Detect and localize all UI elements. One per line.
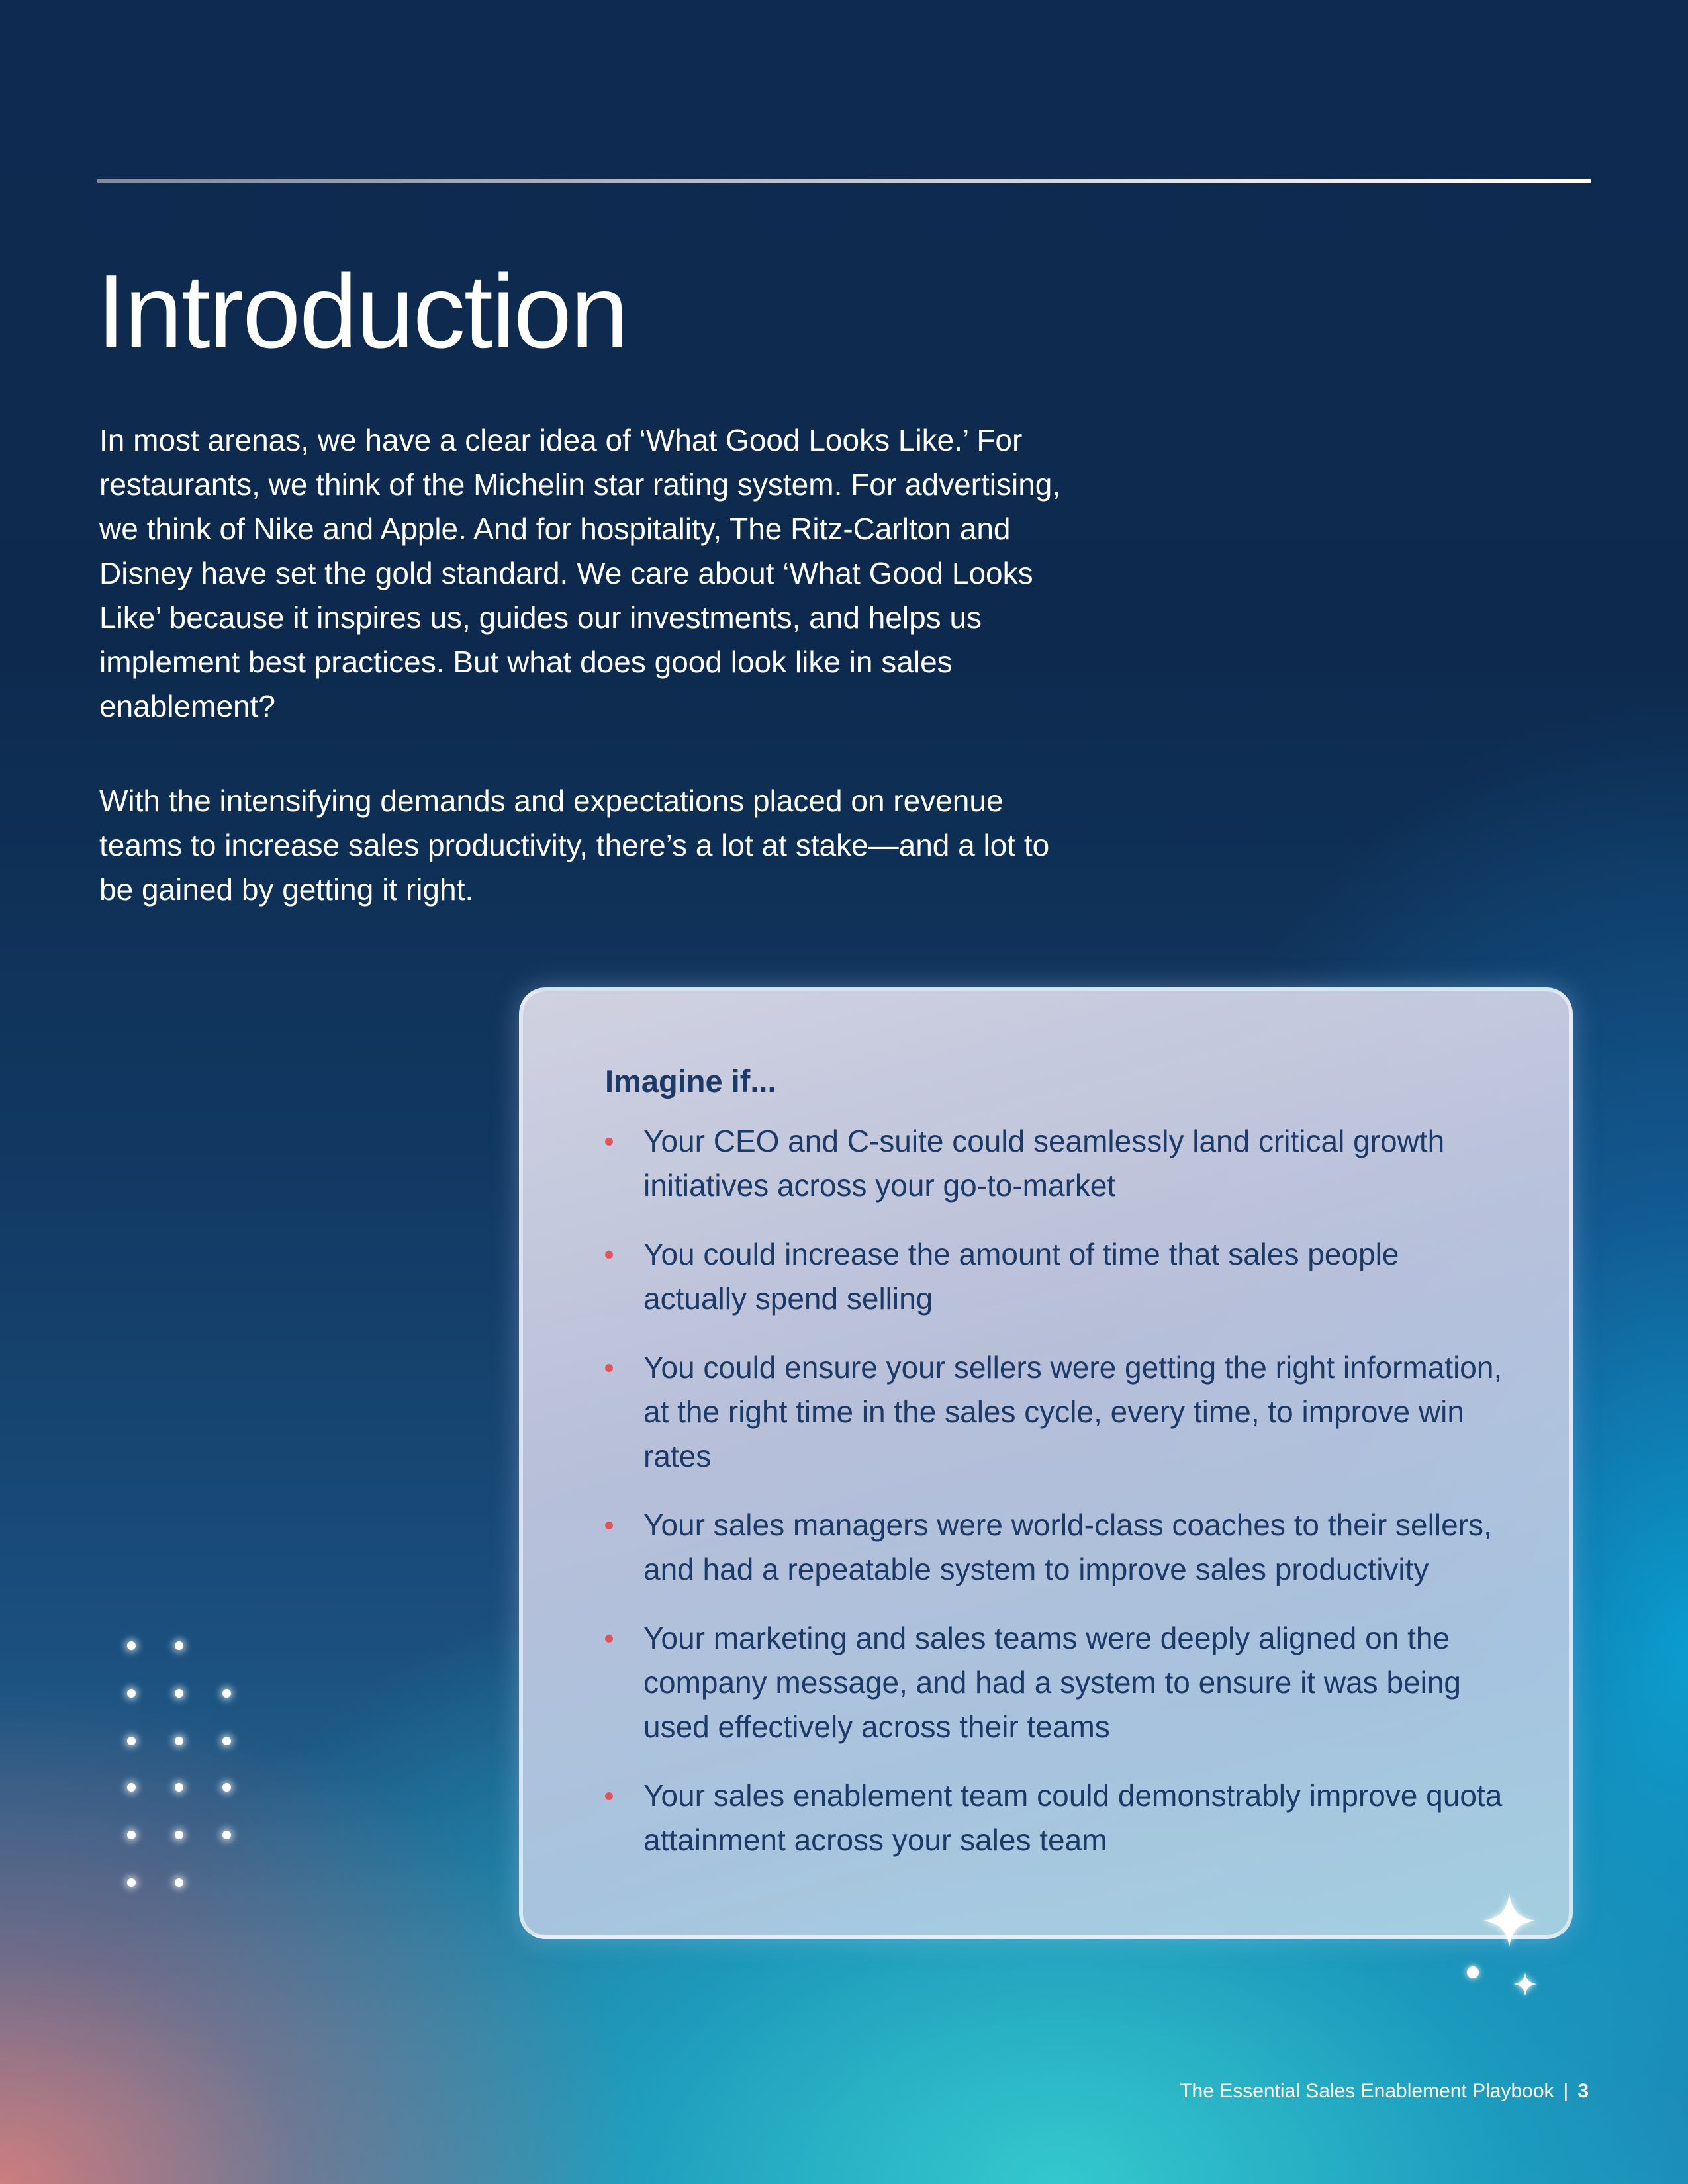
dot-grid-icon (119, 1633, 252, 1898)
list-item-text: Your marketing and sales teams were deeply aligned on the company message, and had a system to ensure it was being used effectively across their teams (643, 1621, 1462, 1744)
page-footer (1180, 2078, 1589, 2105)
sparkle-dot (1467, 1966, 1479, 1978)
list-item (605, 1119, 1509, 1208)
dot (127, 1783, 136, 1792)
dot (175, 1878, 183, 1887)
intro-paragraph-1: In most arenas, we have a clear idea of ‘What Good Looks Like.’ For restaurants, we think of the Michelin star rating system. For advertising, we think of Nike and Apple. And for hospitality, The Ritz-Carlton and Disney have set the gold standard. We care about ‘What Good Looks Like’ because it inspires us, guides our investments, and helps us implement best practices. But what does good look like in sales enablement? (99, 423, 1061, 723)
intro-paragraph-2: With the intensifying demands and expectations placed on revenue teams to increase sales productivity, there’s a lot at stake—and a lot to be gained by getting it right. (99, 784, 1050, 907)
list-item-text: Your sales managers were world-class coaches to their sellers, and had a repeatable system to improve sales productivity (643, 1508, 1492, 1586)
bullet-icon (605, 1522, 613, 1529)
imagine-if-callout (519, 987, 1573, 1939)
list-item-text: Your sales enablement team could demonstrably improve quota attainment across your sales team (643, 1778, 1503, 1857)
list-item (605, 1774, 1509, 1862)
small-sparkle (1513, 1972, 1537, 1996)
dot (222, 1783, 231, 1792)
dot (175, 1831, 183, 1839)
bullet-icon (605, 1364, 613, 1372)
footer-publication-title: The Essential Sales Enablement Playbook (1180, 2080, 1554, 2102)
dot (222, 1831, 231, 1839)
bullet-icon (605, 1138, 613, 1146)
sparkle-icon (1450, 1886, 1556, 2019)
callout-heading: Imagine if... (605, 1064, 776, 1099)
footer-separator: | (1563, 2080, 1569, 2102)
page-number: 3 (1577, 2080, 1589, 2102)
header-divider (97, 179, 1591, 183)
dot (127, 1641, 136, 1650)
list-item-text: You could increase the amount of time that sales people actually spend selling (643, 1237, 1399, 1316)
list-item-text: Your CEO and C-suite could seamlessly land critical growth initiatives across your go-to-market (643, 1124, 1445, 1203)
dot (175, 1737, 183, 1745)
bullet-icon (605, 1251, 613, 1259)
list-item (605, 1616, 1509, 1749)
dot (127, 1878, 136, 1887)
dot (175, 1641, 183, 1650)
dot (127, 1737, 136, 1745)
dot (175, 1783, 183, 1792)
bullet-icon (605, 1792, 613, 1800)
large-sparkle (1483, 1894, 1536, 1947)
callout-list (605, 1119, 1509, 1862)
dot (175, 1689, 183, 1698)
list-item (605, 1232, 1509, 1321)
dot (127, 1689, 136, 1698)
bullet-icon (605, 1635, 613, 1643)
dot (222, 1689, 231, 1698)
list-item (605, 1345, 1509, 1479)
list-item (605, 1503, 1509, 1592)
list-item-text: You could ensure your sellers were getting the right information, at the right time in the sales cycle, every time, to improve win rates (643, 1350, 1503, 1473)
dot (222, 1737, 231, 1745)
dot (127, 1831, 136, 1839)
page-title: Introduction (97, 253, 628, 370)
